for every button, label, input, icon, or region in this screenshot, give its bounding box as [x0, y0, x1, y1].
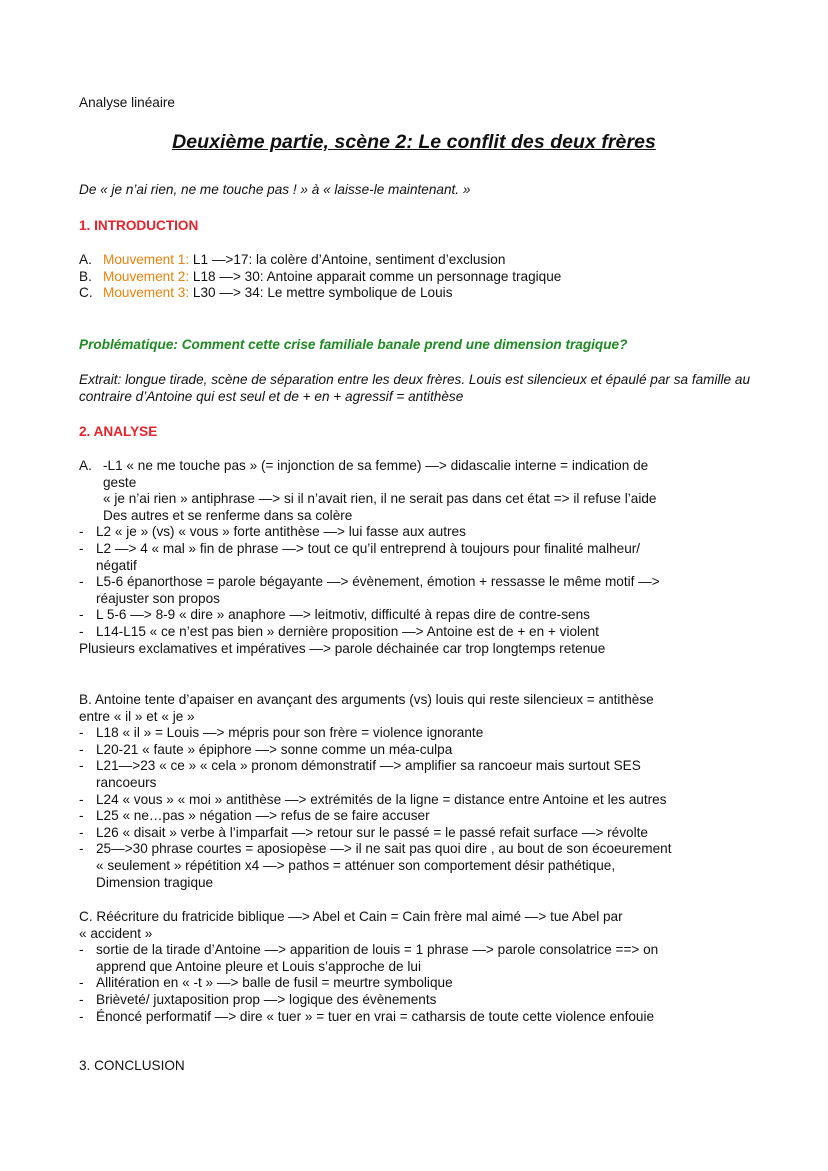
list-item: - L2 « je » (vs) « vous » forte antithèse —> lui fasse aux autres	[79, 524, 466, 540]
movement-item	[79, 269, 561, 286]
movement-label: Mouvement 2:	[103, 268, 190, 284]
list-item: - L21—>23 « ce » « cela » pronom démonstratif —> amplifier sa rancoeur mais surtout SES rancoeurs	[79, 758, 641, 790]
extract-range: De « je n’ai rien, ne me touche pas ! » à « laisse-le maintenant. »	[79, 182, 471, 197]
analyse-heading: 2. ANALYSE	[79, 424, 158, 439]
part-c-intro-continued: « accident »	[79, 925, 153, 941]
list-item: - sortie de la tirade d’Antoine —> apparition de louis = 1 phrase —> parole consolatrice ==> on apprend que Antoine pleure et Louis s’approche de lui	[79, 942, 659, 974]
part-a-line	[79, 458, 759, 475]
movement-letter: A.	[79, 252, 92, 267]
analysis-part-c	[79, 909, 759, 1025]
part-a-antiphrase: « je n’ai rien » antiphrase —> si il n’avait rien, il ne serait pas dans cet état => il refuse l’aide	[103, 491, 657, 507]
list-item: - L25 « ne…pas » négation —> refus de se faire accuser	[79, 808, 430, 824]
movement-text: L18 —> 30: Antoine apparait comme un personnage tragique	[189, 268, 562, 284]
part-a-antiphrase-continued: Des autres et se renferme dans sa colère	[103, 507, 353, 523]
conclusion-heading: 3. CONCLUSION	[79, 1058, 185, 1073]
part-a-text: -L1 « ne me touche pas » (= injonction de sa femme) —> didascalie interne = indication de	[103, 458, 649, 473]
problematique: Problématique: Comment cette crise familiale banale prend une dimension tragique?	[79, 337, 628, 352]
part-a-continued: geste	[103, 474, 137, 490]
part-b-intro: B. Antoine tente d’apaiser en avançant des arguments (vs) louis qui reste silencieux = antithèse	[79, 692, 654, 707]
list-item: - 25—>30 phrase courtes = aposiopèse —> il ne sait pas quoi dire , au bout de son écoeurement « seulement » répétition x4 —> pathos = atténuer son comportement désir pathétique, Dimension tragique	[79, 841, 672, 890]
movement-label: Mouvement 3:	[103, 285, 190, 301]
movement-letter: C.	[79, 285, 93, 301]
part-a-letter: A.	[79, 458, 92, 473]
list-item: - L5-6 épanorthose = parole bégayante —> évènement, émotion + ressasse le même motif —> réajuster son propos	[79, 574, 660, 606]
intro-heading: 1. INTRODUCTION	[79, 218, 199, 233]
movement-text: L30 —> 34: Le mettre symbolique de Louis	[189, 285, 453, 301]
part-a-tail: Plusieurs exclamatives et impératives —> parole déchainée car trop longtemps retenue	[79, 640, 606, 656]
list-item: - L 5-6 —> 8-9 « dire » anaphore —> leitmotiv, difficulté à repas dire de contre-sens	[79, 607, 590, 623]
analysis-part-b	[79, 692, 759, 891]
movement-text: L1 —>17: la colère d’Antoine, sentiment d’exclusion	[189, 252, 506, 267]
list-item: - L24 « vous » « moi » antithèse —> extrémités de la ligne = distance entre Antoine et les autres	[79, 791, 667, 807]
analysis-part-a	[79, 458, 759, 657]
list-item: - Allitération en « -t » —> balle de fusil = meurtre symbolique	[79, 975, 453, 991]
movements-list	[79, 252, 561, 302]
document-title: Deuxième partie, scène 2: Le conflit des deux frères	[172, 131, 656, 153]
document-header: Analyse linéaire	[79, 95, 175, 110]
movement-item	[79, 285, 561, 302]
list-item: - Énoncé performatif —> dire « tuer » = tuer en vrai = catharsis de toute cette violence enfouie	[79, 1008, 655, 1024]
movement-letter: B.	[79, 268, 92, 284]
list-item: - L26 « disait » verbe à l’imparfait —> retour sur le passé = le passé refait surface —> révolte	[79, 824, 648, 840]
movement-item	[79, 252, 561, 269]
list-item: - L18 « il » = Louis —> mépris pour son frère = violence ignorante	[79, 725, 484, 741]
movement-label: Mouvement 1:	[103, 252, 190, 267]
list-item: - L14-L15 « ce n’est pas bien » dernière proposition —> Antoine est de + en + violent	[79, 623, 599, 639]
list-item: - Brièveté/ juxtaposition prop —> logique des évènements	[79, 991, 437, 1007]
part-c-intro: C. Réécriture du fratricide biblique —> Abel et Cain = Cain frère mal aimé —> tue Abel par	[79, 909, 623, 924]
list-item: - L20-21 « faute » épiphore —> sonne comme un méa-culpa	[79, 741, 453, 757]
extract-summary: Extrait: longue tirade, scène de séparation entre les deux frères. Louis est silencieux et épaulé par sa famille au contraire d’Antoine qui est seul et de + en + agressif = antithèse	[79, 372, 751, 404]
list-item: - L2 —> 4 « mal » fin de phrase —> tout ce qu’il entreprend à toujours pour finalité malheur/ négatif	[79, 540, 641, 573]
part-b-intro-continued: entre « il » et « je »	[79, 708, 195, 724]
